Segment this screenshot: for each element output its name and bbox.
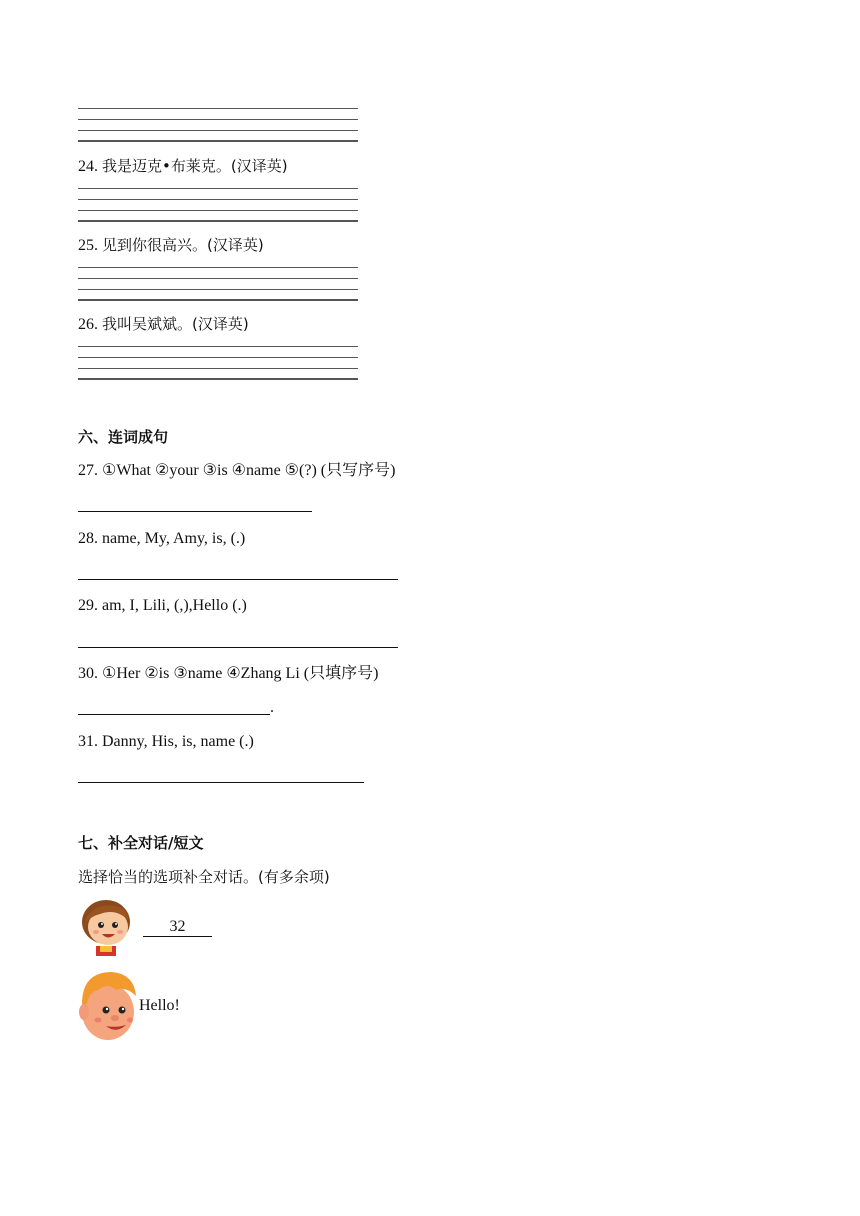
section-6-title: 六、连词成句 xyxy=(78,428,169,446)
question-text: 我是迈克•布莱克。(汉译英) xyxy=(102,157,288,175)
girl-avatar xyxy=(78,898,134,956)
writing-lines-24[interactable] xyxy=(78,188,358,231)
blank-32[interactable]: 32 xyxy=(143,918,212,937)
answer-line-28[interactable] xyxy=(78,579,398,580)
question-text: 见到你很高兴。(汉译英) xyxy=(102,236,264,254)
boy-avatar xyxy=(76,968,140,1044)
answer-line-30[interactable] xyxy=(78,714,270,715)
section-7-instruction: 选择恰当的选项补全对话。(有多余项) xyxy=(78,868,330,886)
question-29: 29. am, I, Lili, (,),Hello (.) xyxy=(78,597,247,614)
section-7-title: 七、补全对话/短文 xyxy=(78,834,204,852)
question-text: 我叫吴斌斌。(汉译英) xyxy=(102,315,249,333)
answer-period: . xyxy=(270,699,274,716)
question-31: 31. Danny, His, is, name (.) xyxy=(78,733,254,750)
question-25 xyxy=(78,235,264,256)
writing-lines-25[interactable] xyxy=(78,267,358,310)
question-28: 28. name, My, Amy, is, (.) xyxy=(78,530,246,547)
question-number: 24. xyxy=(78,158,98,175)
question-number: 25. xyxy=(78,237,98,254)
answer-line-31[interactable] xyxy=(78,782,364,783)
question-number: 26. xyxy=(78,316,98,333)
question-30: 30. ①Her ②is ③name ④Zhang Li (只填序号) xyxy=(78,665,379,682)
answer-line-27[interactable] xyxy=(78,511,312,512)
answer-line-29[interactable] xyxy=(78,647,398,648)
dialogue-hello: Hello! xyxy=(139,997,180,1014)
writing-lines-26[interactable] xyxy=(78,346,358,389)
question-27: 27. ①What ②your ③is ④name ⑤(?) (只写序号) xyxy=(78,462,396,479)
question-26 xyxy=(78,314,249,335)
question-24 xyxy=(78,156,288,177)
writing-lines-23[interactable] xyxy=(78,108,358,151)
